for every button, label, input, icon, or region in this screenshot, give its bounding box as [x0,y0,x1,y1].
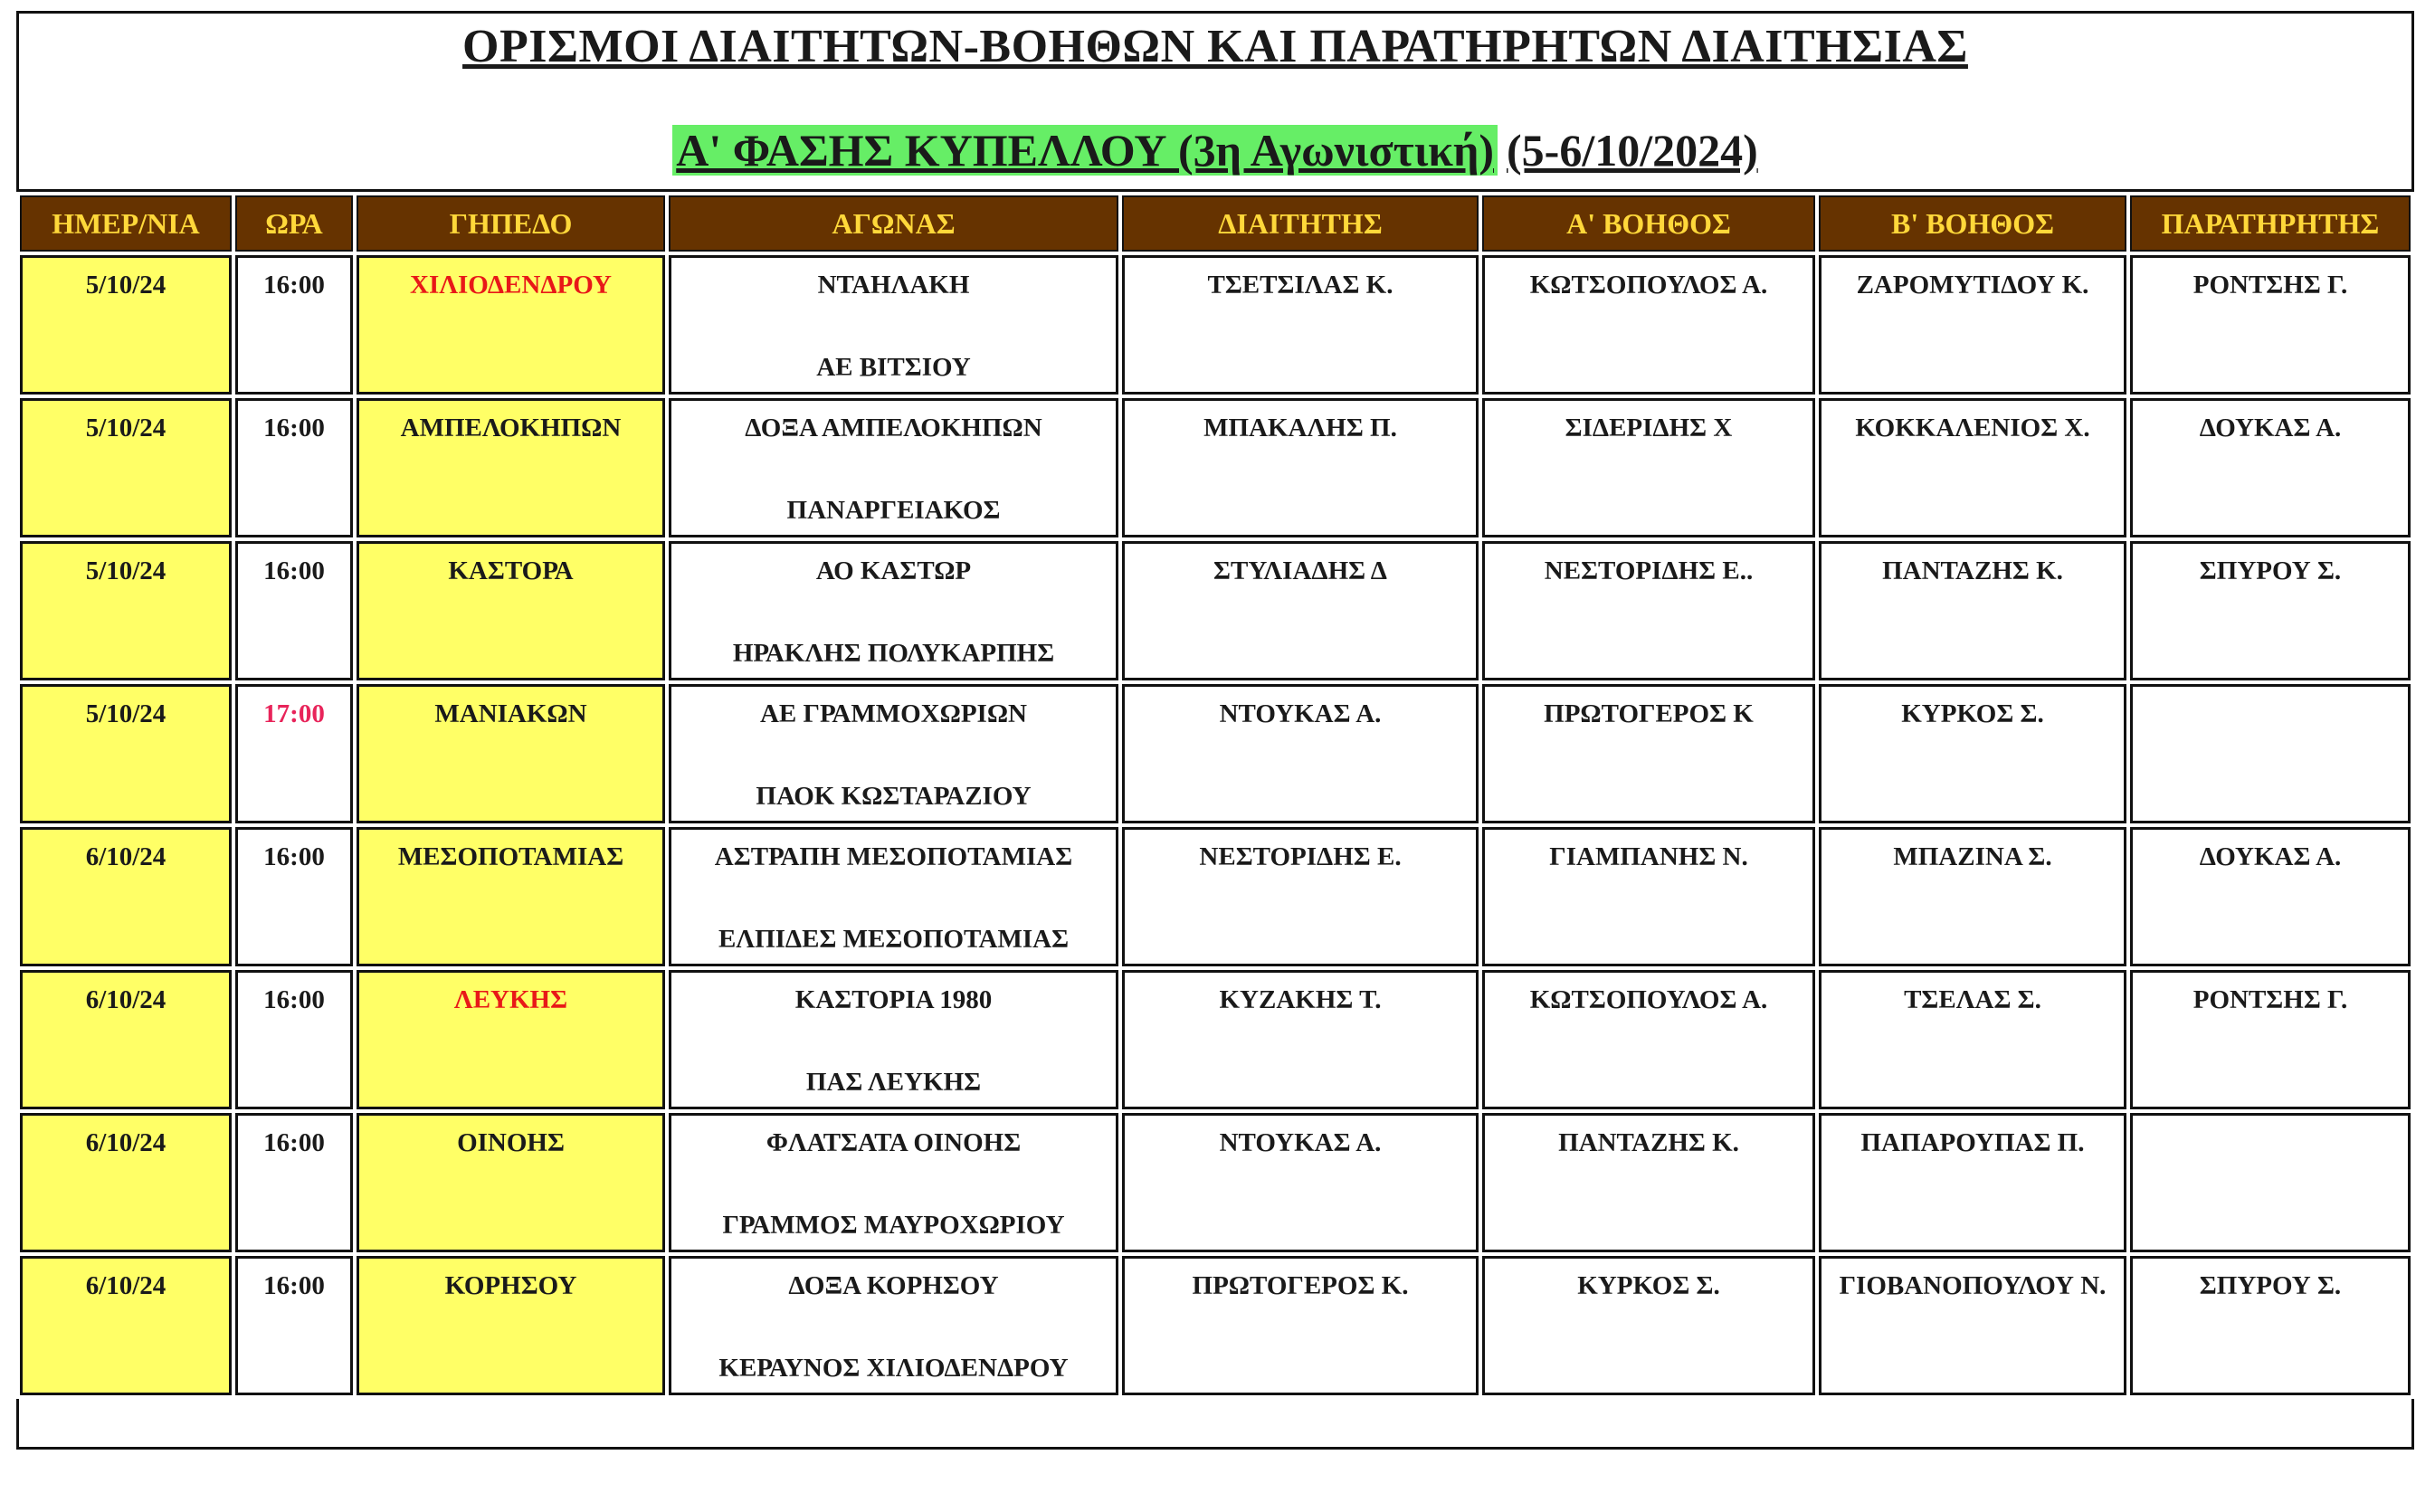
home-team: ΔΟΞΑ ΑΜΠΕΛΟΚΗΠΩΝ [745,414,1042,442]
home-team: ΑΕ ΓΡΑΜΜΟΧΩΡΙΩΝ [759,699,1027,728]
cell-referee: ΝΤΟΥΚΑΣ Α. [1122,1113,1479,1252]
cell-date: 5/10/24 [20,398,232,537]
table-row [20,684,2411,823]
cell-referee: ΜΠΑΚΑΛΗΣ Π. [1122,398,1479,537]
cell-observer [2130,1113,2411,1252]
cell-field: ΜΕΣΟΠΟΤΑΜΙΑΣ [357,827,665,966]
cell-observer: ΔΟΥΚΑΣ Α. [2130,827,2411,966]
away-team: ΠΑΟΚ ΚΩΣΤΑΡΑΖΙΟΥ [756,782,1032,811]
cell-assistant2: ΚΥΡΚΟΣ Σ. [1819,684,2126,823]
away-team: ΠΑΣ ΛΕΥΚΗΣ [805,1068,982,1097]
away-team: ΑΕ ΒΙΤΣΙΟΥ [816,353,971,382]
cell-time: 16:00 [235,970,353,1109]
cell-match [669,255,1118,395]
cell-referee: ΝΕΣΤΟΡΙΔΗΣ Ε. [1122,827,1479,966]
cell-match [669,398,1118,537]
page-subtitle [16,124,2414,176]
cell-observer: ΡΟΝΤΣΗΣ Γ. [2130,255,2411,395]
cell-field: ΧΙΛΙΟΔΕΝΔΡΟΥ [357,255,665,395]
cell-date: 6/10/24 [20,1113,232,1252]
home-team: ΑΣΤΡΑΠΗ ΜΕΣΟΠΟΤΑΜΙΑΣ [714,842,1073,871]
cell-assistant1: ΠΡΩΤΟΓΕΡΟΣ Κ [1482,684,1815,823]
table-row [20,970,2411,1109]
cell-assistant2: ΖΑΡΟΜΥΤΙΔΟΥ Κ. [1819,255,2126,395]
cell-time: 17:00 [235,684,353,823]
cell-assistant1: ΚΩΤΣΟΠΟΥΛΟΣ Α. [1482,970,1815,1109]
cell-field: ΜΑΝΙΑΚΩΝ [357,684,665,823]
cell-assistant1: ΚΥΡΚΟΣ Σ. [1482,1256,1815,1395]
table-row [20,255,2411,395]
table-row [20,1256,2411,1395]
home-team: ΑΟ ΚΑΣΤΩΡ [815,556,972,585]
cell-assistant2: ΤΣΕΛΑΣ Σ. [1819,970,2126,1109]
cell-time: 16:00 [235,1113,353,1252]
cell-observer [2130,684,2411,823]
home-team: ΦΛΑΤΣΑΤΑ ΟΙΝΟΗΣ [766,1128,1022,1157]
schedule-table [16,192,2414,1399]
subtitle-date: (5-6/10/2024) [1507,125,1758,176]
cell-assistant2: ΚΟΚΚΑΛΕΝΙΟΣ Χ. [1819,398,2126,537]
table-row [20,1113,2411,1252]
cell-match [669,1256,1118,1395]
cell-match [669,541,1118,680]
cell-date: 6/10/24 [20,827,232,966]
cell-assistant1: ΓΙΑΜΠΑΝΗΣ Ν. [1482,827,1815,966]
cell-date: 5/10/24 [20,255,232,395]
cell-assistant2: ΓΙΟΒΑΝΟΠΟΥΛΟΥ Ν. [1819,1256,2126,1395]
cell-field: ΚΑΣΤΟΡΑ [357,541,665,680]
cell-date: 6/10/24 [20,970,232,1109]
table-row [20,541,2411,680]
header-referee: ΔΙΑΙΤΗΤΗΣ [1122,195,1479,252]
cell-assistant1: ΚΩΤΣΟΠΟΥΛΟΣ Α. [1482,255,1815,395]
cell-observer: ΣΠΥΡΟΥ Σ. [2130,1256,2411,1395]
cell-time: 16:00 [235,255,353,395]
away-team: ΗΡΑΚΛΗΣ ΠΟΛΥΚΑΡΠΗΣ [732,639,1055,668]
cell-assistant1: ΝΕΣΤΟΡΙΔΗΣ Ε.. [1482,541,1815,680]
cell-observer: ΡΟΝΤΣΗΣ Γ. [2130,970,2411,1109]
cell-field: ΑΜΠΕΛΟΚΗΠΩΝ [357,398,665,537]
home-team: ΚΑΣΤΟΡΙΑ 1980 [794,985,993,1014]
cell-field: ΚΟΡΗΣΟΥ [357,1256,665,1395]
cell-referee: ΠΡΩΤΟΓΕΡΟΣ Κ. [1122,1256,1479,1395]
cell-time: 16:00 [235,1256,353,1395]
header-field: ΓΗΠΕΔΟ [357,195,665,252]
table-row [20,398,2411,537]
away-team: ΓΡΑΜΜΟΣ ΜΑΥΡΟΧΩΡΙΟΥ [722,1211,1065,1240]
home-team: ΔΟΞΑ ΚΟΡΗΣΟΥ [788,1271,999,1300]
cell-field: ΛΕΥΚΗΣ [357,970,665,1109]
cell-referee: ΤΣΕΤΣΙΛΑΣ Κ. [1122,255,1479,395]
header-observer: ΠΑΡΑΤΗΡΗΤΗΣ [2130,195,2411,252]
cell-observer: ΣΠΥΡΟΥ Σ. [2130,541,2411,680]
cell-assistant1: ΠΑΝΤΑΖΗΣ Κ. [1482,1113,1815,1252]
page-title: ΟΡΙΣΜΟΙ ΔΙΑΙΤΗΤΩΝ-ΒΟΗΘΩΝ ΚΑΙ ΠΑΡΑΤΗΡΗΤΩΝ ΔΙΑΙΤΗΣΙΑΣ [462,21,1968,72]
cell-assistant1: ΣΙΔΕΡΙΔΗΣ Χ [1482,398,1815,537]
header-row [20,195,2411,252]
subtitle-highlight: Α' ΦΑΣΗΣ ΚΥΠΕΛΛΟΥ (3η Αγωνιστική) [672,125,1498,176]
cell-referee: ΝΤΟΥΚΑΣ Α. [1122,684,1479,823]
title-area [16,11,2414,192]
header-date: ΗΜΕΡ/ΝΙΑ [20,195,232,252]
cell-time: 16:00 [235,827,353,966]
cell-referee: ΚΥΖΑΚΗΣ Τ. [1122,970,1479,1109]
cell-date: 5/10/24 [20,684,232,823]
cell-match [669,827,1118,966]
away-team: ΚΕΡΑΥΝΟΣ ΧΙΛΙΟΔΕΝΔΡΟΥ [718,1354,1069,1383]
away-team: ΕΛΠΙΔΕΣ ΜΕΣΟΠΟΤΑΜΙΑΣ [718,925,1070,954]
table-row [20,827,2411,966]
cell-time: 16:00 [235,541,353,680]
header-assistant2: Β' ΒΟΗΘΟΣ [1819,195,2126,252]
cell-date: 6/10/24 [20,1256,232,1395]
cell-match [669,970,1118,1109]
cell-match [669,1113,1118,1252]
cell-date: 5/10/24 [20,541,232,680]
cell-field: ΟΙΝΟΗΣ [357,1113,665,1252]
away-team: ΠΑΝΑΡΓΕΙΑΚΟΣ [786,496,1001,525]
cell-assistant2: ΠΑΝΤΑΖΗΣ Κ. [1819,541,2126,680]
header-time: ΩΡΑ [235,195,353,252]
cell-assistant2: ΜΠΑΖΙΝΑ Σ. [1819,827,2126,966]
cell-time: 16:00 [235,398,353,537]
cell-referee: ΣΤΥΛΙΑΔΗΣ Δ [1122,541,1479,680]
home-team: ΝΤΑΗΛΑΚΗ [817,271,970,300]
header-assistant1: Α' ΒΟΗΘΟΣ [1482,195,1815,252]
cell-observer: ΔΟΥΚΑΣ Α. [2130,398,2411,537]
cell-assistant2: ΠΑΠΑΡΟΥΠΑΣ Π. [1819,1113,2126,1252]
header-match: ΑΓΩΝΑΣ [669,195,1118,252]
cell-match [669,684,1118,823]
